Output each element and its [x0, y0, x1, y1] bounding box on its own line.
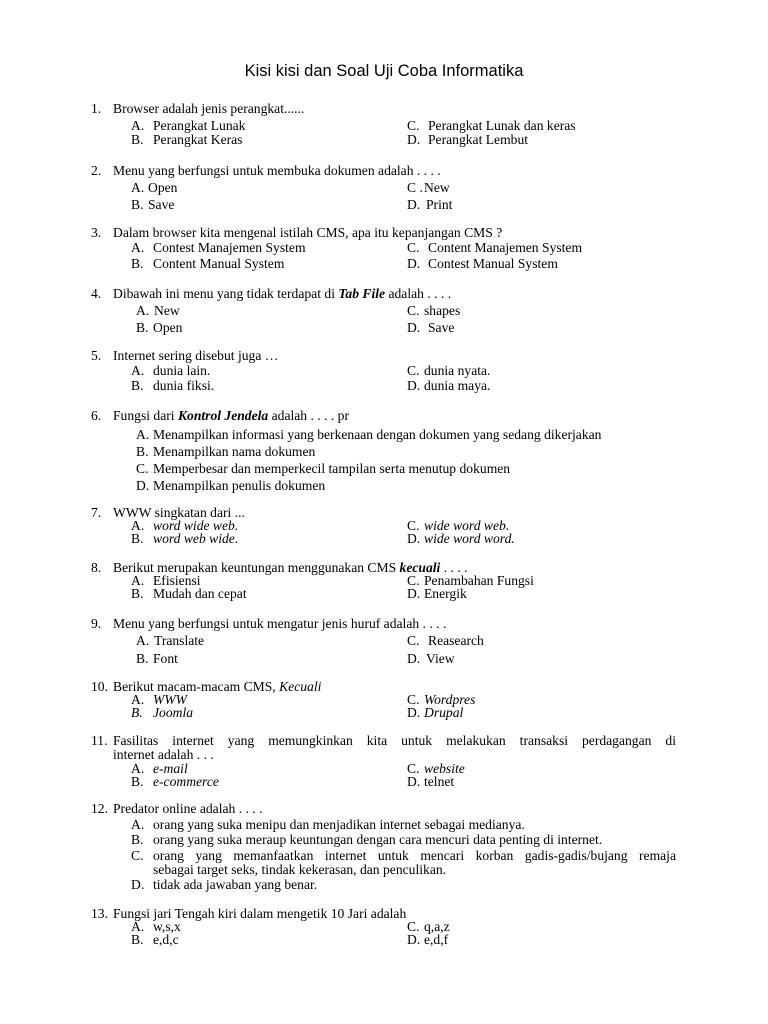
question-stem: Berikut macam-macam CMS, Kecuali — [113, 679, 322, 694]
option-c: C. Wordpres — [407, 692, 476, 707]
question-stem: Fungsi dari Kontrol Jendela adalah . . . . pr — [113, 408, 349, 423]
question-stem: Menu yang berfungsi untuk mengatur jenis huruf adalah . . . . — [113, 616, 447, 631]
question-stem: Internet sering disebut juga … — [113, 348, 279, 363]
option-d: D. tidak ada jawaban yang benar. — [131, 877, 318, 892]
option-b: B. Joomla — [131, 705, 194, 720]
option-b: B. Mudah dan cepat — [131, 586, 247, 601]
option-a: A. Efisiensi — [131, 573, 201, 588]
option-a: A. Perangkat Lunak — [131, 118, 246, 133]
option-c-label: C. — [131, 848, 144, 863]
question-stem: Menu yang berfungsi untuk membuka dokumen adalah . . . . — [113, 163, 441, 178]
option-b: B. orang yang suka meraup keuntungan dengan cara mencuri data penting di internet. — [131, 832, 603, 847]
option-c: C. dunia nyata. — [407, 363, 491, 378]
option-c: orang yang memanfaatkan internet untuk mencari korban gadis-gadis/bujang remaja — [153, 848, 676, 863]
option-d: D. e,d,f — [407, 932, 449, 947]
option-a: A. e-mail — [131, 761, 188, 776]
question-number: 8. — [91, 560, 102, 575]
option-a: A. word wide web. — [131, 518, 239, 533]
question-stem: WWW singkatan dari ... — [113, 505, 245, 520]
option-b: B. dunia fiksi. — [131, 378, 215, 393]
option-b: B. Perangkat Keras — [131, 132, 243, 147]
question-number: 2. — [91, 163, 102, 178]
option-d: D. Energik — [407, 586, 467, 601]
question-number: 4. — [91, 286, 102, 301]
document-title: Kisi kisi dan Soal Uji Coba Informatika — [244, 62, 524, 80]
option-c: C. website — [407, 761, 465, 776]
option-c-continued: sebagai target seks, tindak kekerasan, dan penculikan. — [153, 862, 447, 877]
option-b: B. Font — [136, 651, 178, 666]
option-a: A. w,s,x — [131, 919, 181, 934]
option-c: C. q,a,z — [407, 919, 450, 934]
option-d: D. dunia maya. — [407, 378, 491, 393]
option-a: A. Open — [131, 180, 178, 195]
question-number: 11. — [91, 733, 108, 748]
option-a: A. Translate — [136, 633, 205, 648]
question-number: 5. — [91, 348, 102, 363]
option-a: A. New — [136, 303, 180, 318]
option-d: D. View — [407, 651, 455, 666]
option-c: C. Perangkat Lunak dan keras — [407, 118, 576, 133]
option-d: D. telnet — [407, 774, 455, 789]
option-c: C. Penambahan Fungsi — [407, 573, 534, 588]
question-stem: Predator online adalah . . . . — [113, 801, 263, 816]
option-a: A. Menampilkan informasi yang berkenaan dengan dokumen yang sedang dikerjakan — [136, 427, 602, 442]
option-d: D. Drupal — [407, 705, 464, 720]
question-number: 13. — [91, 906, 108, 921]
option-d: D. Print — [407, 197, 453, 212]
option-d: D. Contest Manual System — [407, 256, 558, 271]
option-a: A. Contest Manajemen System — [131, 240, 306, 255]
option-b: B. Open — [136, 320, 183, 335]
question-stem: Fasilitas internet yang memungkinkan kita untuk melakukan transaksi perdagangan di — [113, 733, 676, 748]
question-stem: Browser adalah jenis perangkat...... — [113, 101, 305, 116]
question-stem: Dalam browser kita mengenal istilah CMS, apa itu kepanjangan CMS ? — [113, 225, 503, 240]
question-stem: Dibawah ini menu yang tidak terdapat di Tab File adalah . . . . — [113, 286, 452, 301]
option-a: A. orang yang suka menipu dan menjadikan internet sebagai medianya. — [131, 817, 525, 832]
option-b: B. e-commerce — [131, 774, 219, 789]
option-d: D. wide word word. — [407, 531, 515, 546]
option-c: C. shapes — [407, 303, 461, 318]
question-number: 9. — [91, 616, 102, 631]
question-stem: Fungsi jari Tengah kiri dalam mengetik 10 Jari adalah — [113, 906, 407, 921]
option-a: A. dunia lain. — [131, 363, 211, 378]
option-d: D. Perangkat Lembut — [407, 132, 529, 147]
question-stem-continued: internet adalah . . . — [113, 747, 214, 762]
option-c: C .New — [407, 180, 450, 195]
option-b: B. Save — [131, 197, 175, 212]
option-b: B. e,d,c — [131, 932, 179, 947]
option-c: C. Content Manajemen System — [407, 240, 583, 255]
option-b: B. word web wide. — [131, 531, 239, 546]
question-number: 12. — [91, 801, 108, 816]
option-c: C. Memperbesar dan memperkecil tampilan serta menutup dokumen — [136, 461, 511, 476]
question-number: 6. — [91, 408, 102, 423]
question-number: 1. — [91, 101, 102, 116]
option-c: C. Reasearch — [407, 633, 484, 648]
question-number: 7. — [91, 505, 102, 520]
option-b: B. Content Manual System — [131, 256, 285, 271]
question-number: 3. — [91, 225, 102, 240]
option-a: A. WWW — [131, 692, 187, 707]
option-d: D. Menampilkan penulis dokumen — [136, 478, 326, 493]
option-b: B. Menampilkan nama dokumen — [136, 444, 316, 459]
option-d: D. Save — [407, 320, 455, 335]
question-stem: Berikut merupakan keuntungan menggunakan CMS kecuali . . . . — [113, 560, 468, 575]
question-number: 10. — [91, 679, 108, 694]
option-c: C. wide word web. — [407, 518, 510, 533]
